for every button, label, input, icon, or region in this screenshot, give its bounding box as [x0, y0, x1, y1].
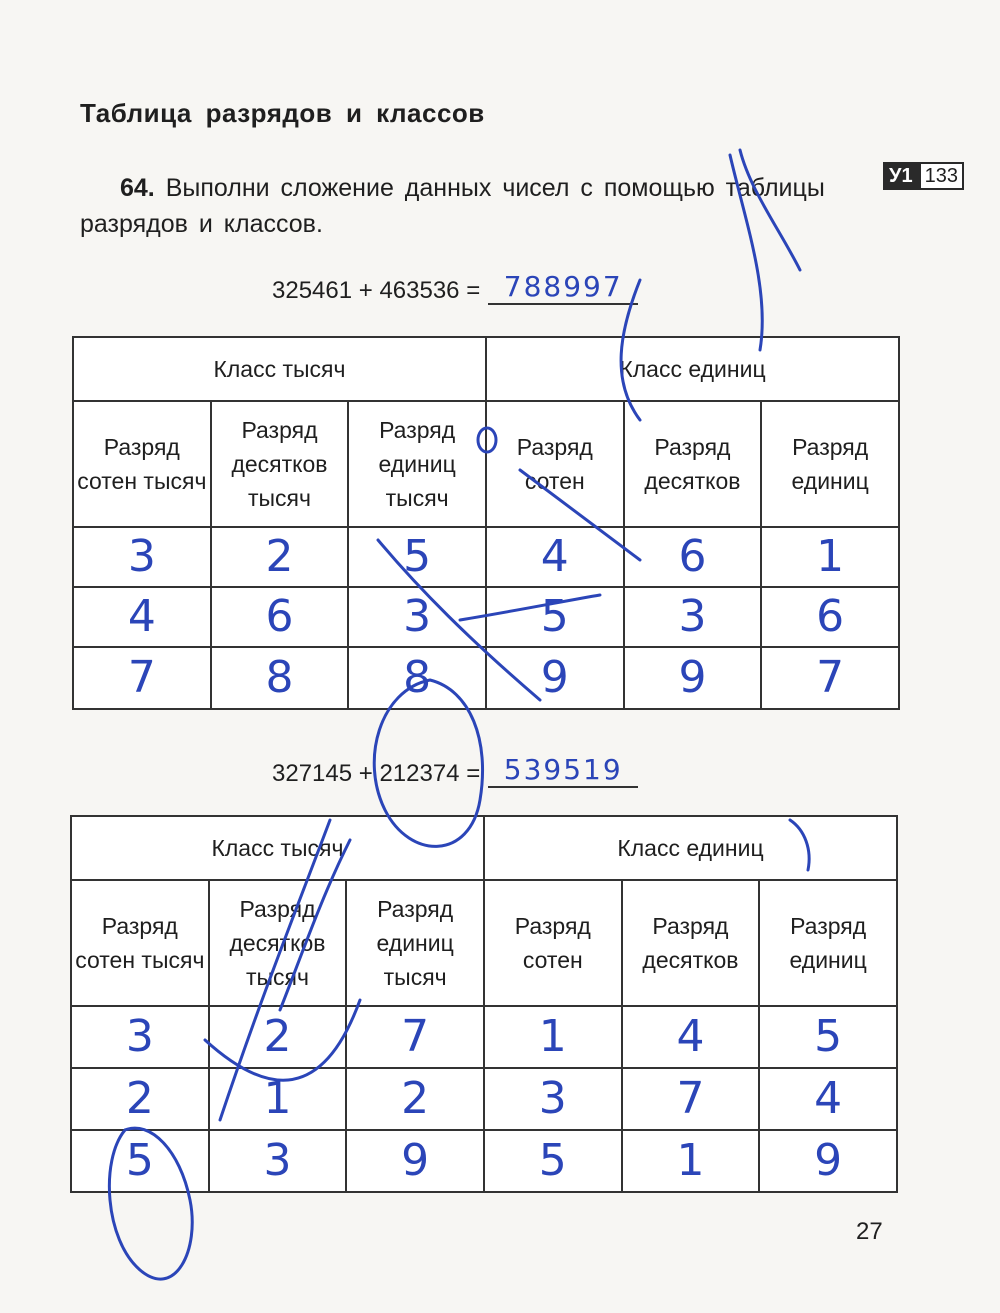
- digit-cell[interactable]: 4: [622, 1006, 760, 1068]
- equation-1: [272, 265, 638, 305]
- digit-cell[interactable]: 7: [73, 647, 211, 709]
- equation-1-answer[interactable]: 788997: [488, 270, 638, 305]
- page-title: Таблица разрядов и классов: [80, 98, 485, 128]
- digit-cell[interactable]: 3: [71, 1006, 209, 1068]
- class-header-thousands: Класс тысяч: [73, 337, 486, 401]
- digit-cell[interactable]: 1: [622, 1130, 760, 1192]
- digit-cell[interactable]: 8: [211, 647, 349, 709]
- column-header: Разряд десятков: [622, 880, 760, 1006]
- column-header: Разряд сотен: [486, 401, 624, 527]
- digit-cell[interactable]: 4: [73, 587, 211, 647]
- digit-cell[interactable]: 5: [759, 1006, 897, 1068]
- digit-cell[interactable]: 3: [348, 587, 486, 647]
- column-header: Разряд сотен тысяч: [73, 401, 211, 527]
- reference-badge: [883, 162, 964, 190]
- digit-cell[interactable]: 9: [759, 1130, 897, 1192]
- digit-cell[interactable]: 9: [486, 647, 624, 709]
- digit-cell[interactable]: 2: [71, 1068, 209, 1130]
- digit-cell[interactable]: 7: [346, 1006, 484, 1068]
- badge-number: 133: [919, 162, 964, 190]
- digit-cell[interactable]: 2: [211, 527, 349, 587]
- digit-cell[interactable]: 1: [761, 527, 899, 587]
- column-header: Разряд десятков тысяч: [211, 401, 349, 527]
- digit-cell[interactable]: 3: [624, 587, 762, 647]
- page-number: 27: [856, 1218, 883, 1245]
- digit-cell[interactable]: 8: [348, 647, 486, 709]
- class-header-units: Класс единиц: [486, 337, 899, 401]
- digit-cell[interactable]: 6: [211, 587, 349, 647]
- place-value-table-2: [70, 815, 898, 1193]
- digit-cell[interactable]: 9: [346, 1130, 484, 1192]
- digit-cell[interactable]: 3: [484, 1068, 622, 1130]
- digit-cell[interactable]: 5: [71, 1130, 209, 1192]
- digit-cell[interactable]: 5: [484, 1130, 622, 1192]
- column-header: Разряд десятков тысяч: [209, 880, 347, 1006]
- column-header: Разряд сотен тысяч: [71, 880, 209, 1006]
- badge-prefix: У1: [883, 162, 919, 190]
- digit-cell[interactable]: 9: [624, 647, 762, 709]
- class-header-thousands: Класс тысяч: [71, 816, 484, 880]
- digit-cell[interactable]: 3: [209, 1130, 347, 1192]
- equation-2-answer[interactable]: 539519: [488, 753, 638, 788]
- task-statement: [80, 170, 860, 242]
- digit-cell[interactable]: 5: [486, 587, 624, 647]
- equation-2: [272, 748, 638, 788]
- column-header: Разряд сотен: [484, 880, 622, 1006]
- digit-cell[interactable]: 6: [624, 527, 762, 587]
- column-header: Разряд единиц: [759, 880, 897, 1006]
- digit-cell[interactable]: 3: [73, 527, 211, 587]
- task-text: Выполни сложение данных чисел с помощью таблицы разрядов и классов.: [80, 174, 825, 238]
- digit-cell[interactable]: 4: [486, 527, 624, 587]
- equation-2-expression: 327145 + 212374 =: [272, 760, 481, 787]
- class-header-units: Класс единиц: [484, 816, 897, 880]
- column-header: Разряд десятков: [624, 401, 762, 527]
- equation-1-expression: 325461 + 463536 =: [272, 277, 481, 304]
- digit-cell[interactable]: 7: [622, 1068, 760, 1130]
- digit-cell[interactable]: 2: [209, 1006, 347, 1068]
- digit-cell[interactable]: 2: [346, 1068, 484, 1130]
- column-header: Разряд единиц: [761, 401, 899, 527]
- digit-cell[interactable]: 6: [761, 587, 899, 647]
- task-number: 64.: [120, 174, 155, 202]
- column-header: Разряд единиц тысяч: [348, 401, 486, 527]
- digit-cell[interactable]: 1: [484, 1006, 622, 1068]
- digit-cell[interactable]: 7: [761, 647, 899, 709]
- digit-cell[interactable]: 4: [759, 1068, 897, 1130]
- column-header: Разряд единиц тысяч: [346, 880, 484, 1006]
- place-value-table-1: [72, 336, 900, 710]
- digit-cell[interactable]: 1: [209, 1068, 347, 1130]
- digit-cell[interactable]: 5: [348, 527, 486, 587]
